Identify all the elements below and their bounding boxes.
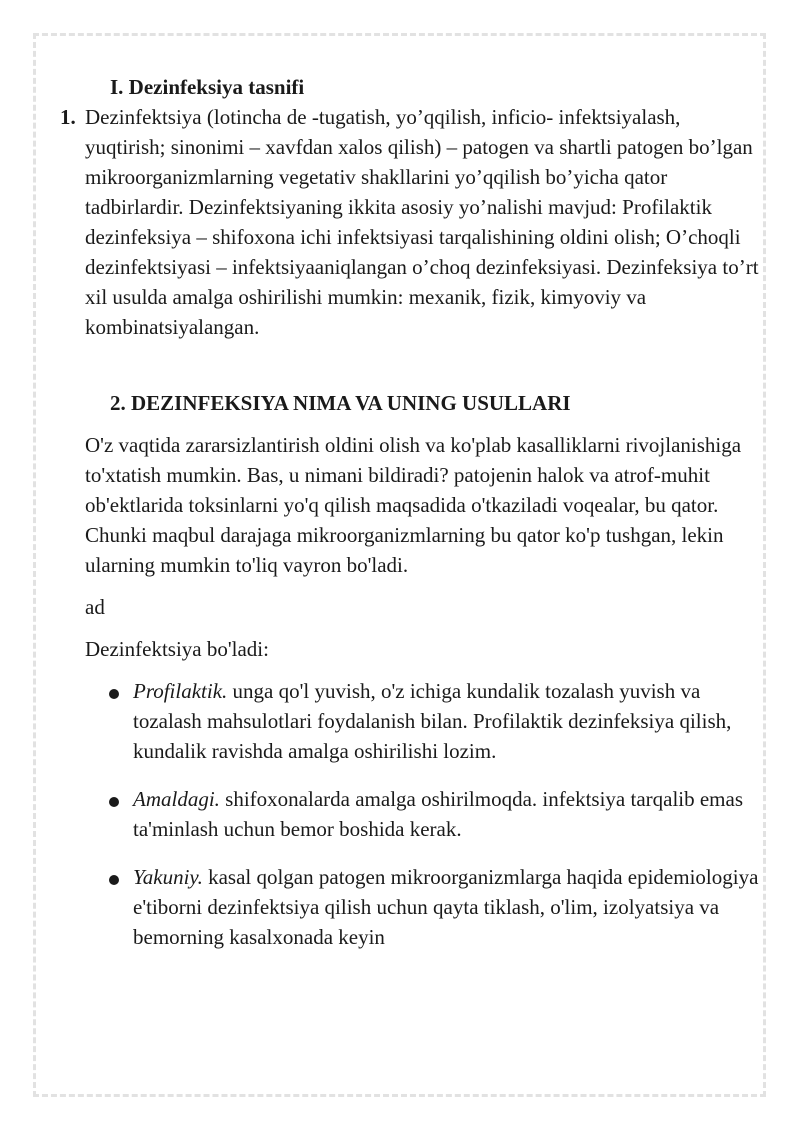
item-term: Amaldagi. (133, 787, 220, 811)
item-text: unga qo'l yuvish, o'z ichiga kundalik tozalash yuvish va tozalash mahsulotlari foydalanish bilan. Profilaktik dezinfeksiya qilish, kundalik ravishda amalga oshirilishi lozim. (133, 679, 732, 763)
item-text: shifoxonalarda amalga oshirilmoqda. infektsiya tarqalib emas ta'minlash uchun bemor boshida kerak. (133, 787, 744, 841)
list-item (133, 784, 765, 844)
section-1-heading: I. Dezinfeksiya tasnifi (110, 75, 305, 99)
list-item (133, 676, 765, 766)
ad-text: ad (85, 595, 105, 619)
item-term: Yakuniy. (133, 865, 203, 889)
section-2-heading: 2. DEZINFEKSIYA NIMA VA UNING USULLARI (110, 391, 571, 415)
bullet-icon (109, 797, 119, 807)
section-2-paragraph: O'z vaqtida zararsizlantirish oldini olish va ko'plab kasalliklarni rivojlanishiga to'xtatish mumkin. Bas, u nimani bildiradi? patojenin halok va atrof-muhit ob'ektlarida toksinlarni yo'q qilish maqsadida o'tkaziladi voqealar, bu qator. Chunki maqbul darajaga mikroorganizmlarning bu qator ko'p tushgan, lekin ularning mumkin to'liq vayron bo'ladi. (85, 433, 742, 577)
list-item (133, 862, 765, 952)
list-intro: Dezinfektsiya bo'ladi: (85, 637, 269, 661)
document-body (60, 72, 765, 970)
item-text: kasal qolgan patogen mikroorganizmlarga haqida epidemiologiya e'tiborni dezinfektsiya qilish uchun qayta tiklash, o'lim, izolyatsiya va bemorning kasalxonada keyin (133, 865, 759, 949)
item-term: Profilaktik. (133, 679, 228, 703)
paragraph-text: Dezinfektsiya (lotincha de -tugatish, yo’qqilish, inficio- infektsiyalash, yuqtirish; sinonimi – xavfdan xalos qilish) – patogen va shartli patogen bo’lgan mikroorganizmlarning vegetativ shakllarini yo’qqilish bo’yicha qator tadbirlardir. Dezinfektsiyaning ikkita asosiy yo’nalishi mavjud: Profilaktik dezinfeksiya – shifoxona ichi infektsiyasi tarqalishining oldini olish; O’choqli dezinfektsiyasi – infektsiyaaniqlangan o’choq dezinfeksiyasi. Dezinfeksiya to’rt xil usulda amalga oshirilishi mumkin: mexanik, fizik, kimyoviy va kombinatsiyalangan. (85, 105, 759, 339)
bullet-icon (109, 689, 119, 699)
disinfection-types-list (85, 676, 765, 952)
numbered-paragraph-1 (60, 102, 765, 342)
list-number: 1. (60, 105, 76, 129)
bullet-icon (109, 875, 119, 885)
